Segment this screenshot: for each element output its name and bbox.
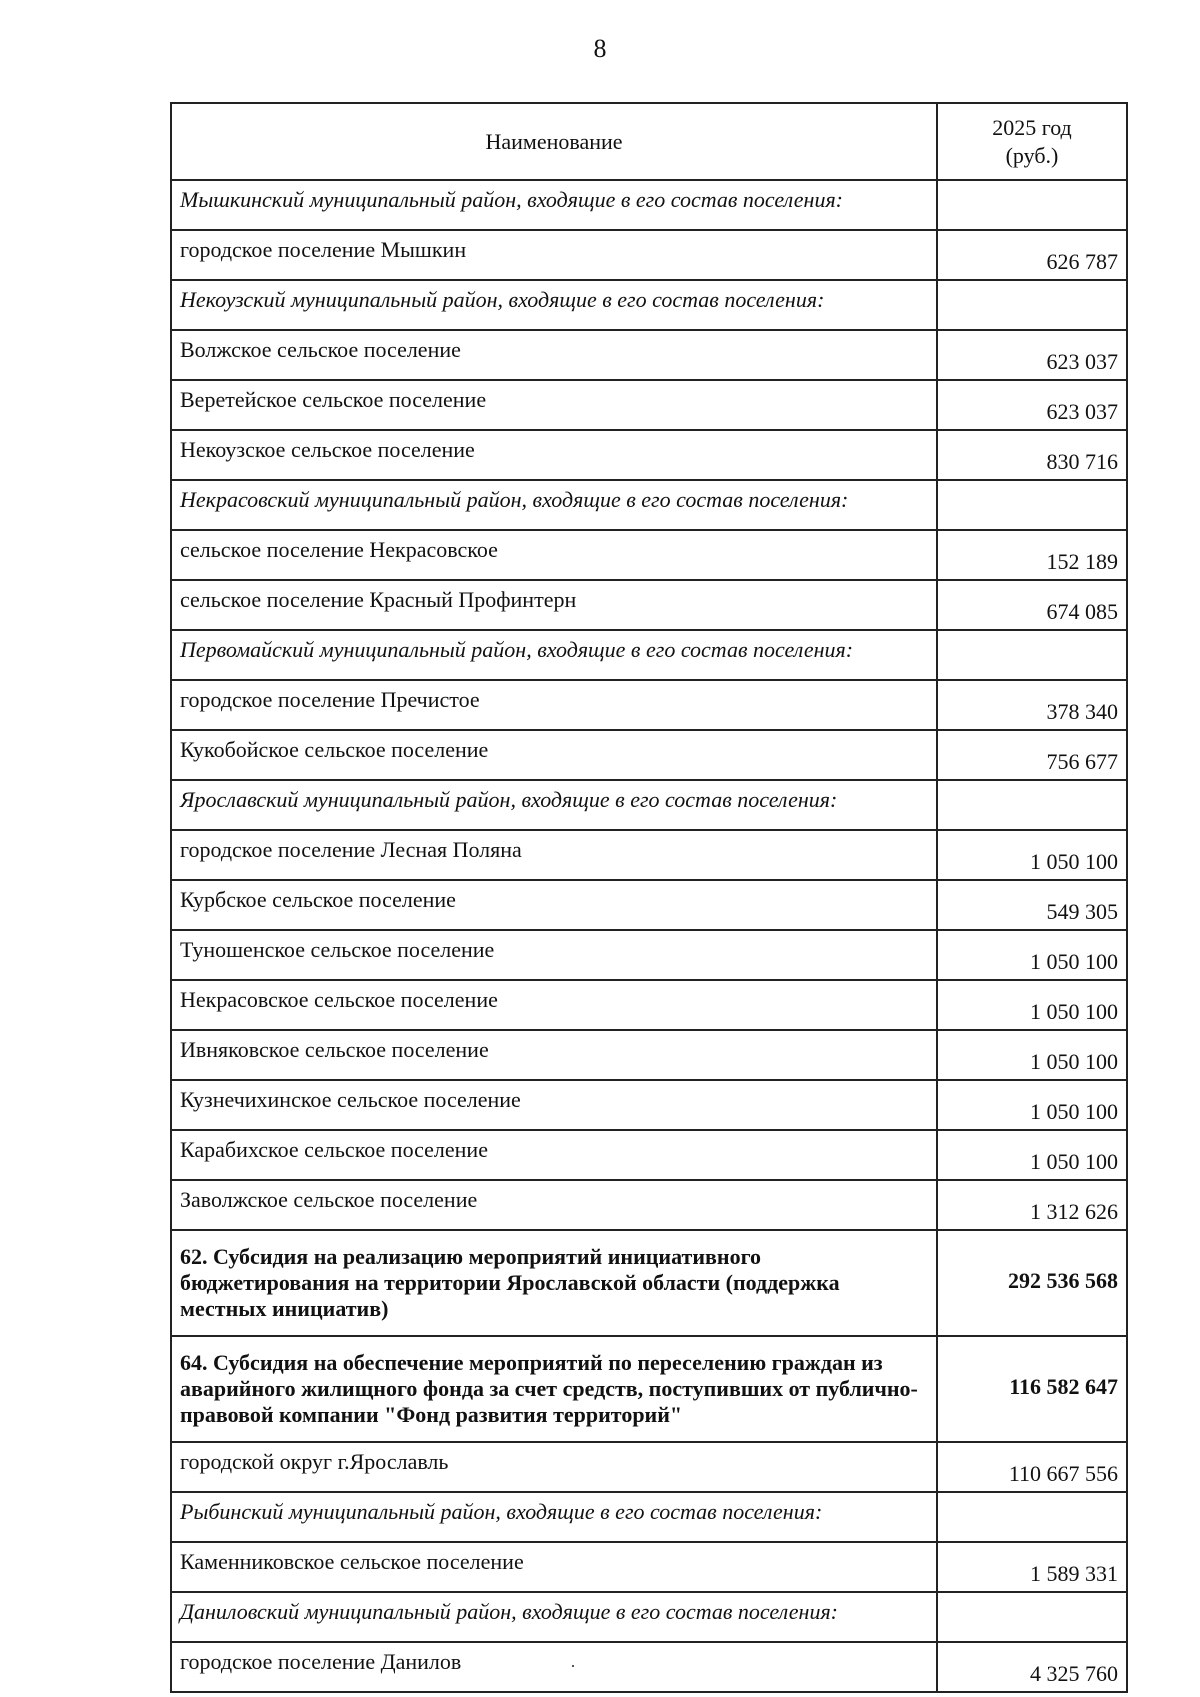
table-row [171, 1180, 1127, 1230]
settlement-name: Ивняковское сельское поселение [171, 1030, 937, 1080]
district-name: Ярославский муниципальный район, входящие в его состав поселения: [171, 780, 937, 830]
settlement-name: Волжское сельское поселение [171, 330, 937, 380]
table-row [171, 880, 1127, 930]
settlement-name: сельское поселение Некрасовское [171, 530, 937, 580]
table-row [171, 1642, 1127, 1692]
table-row [171, 580, 1127, 630]
amount-cell [937, 1492, 1127, 1542]
settlement-name: Каменниковское сельское поселение [171, 1542, 937, 1592]
district-name: Некрасовский муниципальный район, входящие в его состав поселения: [171, 480, 937, 530]
district-name: Рыбинский муниципальный район, входящие в его состав поселения: [171, 1492, 937, 1542]
district-name: Мышкинский муниципальный район, входящие в его состав поселения: [171, 180, 937, 230]
settlement-name: городское поселение Мышкин [171, 230, 937, 280]
subsidy-title: 62. Субсидия на реализацию мероприятий инициативного бюджетирования на территории Ярославской области (поддержка местных инициатив) [171, 1230, 937, 1336]
amount-cell: 623 037 [937, 330, 1127, 380]
table-row [171, 1130, 1127, 1180]
table-row [171, 1080, 1127, 1130]
settlement-name: Туношенское сельское поселение [171, 930, 937, 980]
district-name: Некоузский муниципальный район, входящие в его состав поселения: [171, 280, 937, 330]
settlement-name: Веретейское сельское поселение [171, 380, 937, 430]
subsidy-row [171, 1336, 1127, 1442]
amount-cell: 623 037 [937, 380, 1127, 430]
table-row [171, 1030, 1127, 1080]
amount-cell: 674 085 [937, 580, 1127, 630]
amount-cell [937, 480, 1127, 530]
amount-cell [937, 280, 1127, 330]
subsidy-amount: 116 582 647 [937, 1336, 1127, 1442]
district-name: Первомайский муниципальный район, входящие в его состав поселения: [171, 630, 937, 680]
amount-cell: 1 050 100 [937, 1130, 1127, 1180]
scan-speck [572, 1665, 574, 1667]
settlement-name: Карабихское сельское поселение [171, 1130, 937, 1180]
header-year-line2: (руб.) [1005, 142, 1059, 168]
table-header-row [171, 103, 1127, 180]
amount-cell [937, 630, 1127, 680]
table-row [171, 680, 1127, 730]
header-year [937, 103, 1127, 180]
settlement-name: Некрасовское сельское поселение [171, 980, 937, 1030]
amount-cell: 830 716 [937, 430, 1127, 480]
table-row [171, 330, 1127, 380]
settlement-name: Курбское сельское поселение [171, 880, 937, 930]
amount-cell: 1 050 100 [937, 1080, 1127, 1130]
amount-cell: 1 050 100 [937, 1030, 1127, 1080]
subsidy-row [171, 1230, 1127, 1336]
settlement-name: городское поселение Лесная Поляна [171, 830, 937, 880]
group-row [171, 480, 1127, 530]
budget-table [170, 102, 1128, 1693]
group-row [171, 180, 1127, 230]
amount-cell: 549 305 [937, 880, 1127, 930]
amount-cell: 1 312 626 [937, 1180, 1127, 1230]
settlement-name: городское поселение Данилов [171, 1642, 937, 1692]
table-row [171, 980, 1127, 1030]
settlement-name: Кузнечихинское сельское поселение [171, 1080, 937, 1130]
settlement-name: городской округ г.Ярославль [171, 1442, 937, 1492]
amount-cell: 4 325 760 [937, 1642, 1127, 1692]
table-row [171, 530, 1127, 580]
district-name: Даниловский муниципальный район, входящие в его состав поселения: [171, 1592, 937, 1642]
table-row [171, 730, 1127, 780]
group-row [171, 630, 1127, 680]
table-row [171, 1442, 1127, 1492]
page-number: 8 [593, 34, 607, 63]
group-row [171, 1492, 1127, 1542]
settlement-name: городское поселение Пречистое [171, 680, 937, 730]
amount-cell: 110 667 556 [937, 1442, 1127, 1492]
table-row [171, 380, 1127, 430]
amount-cell: 626 787 [937, 230, 1127, 280]
header-year-line1: 2025 год [992, 114, 1072, 140]
amount-cell [937, 180, 1127, 230]
amount-cell: 1 050 100 [937, 980, 1127, 1030]
settlement-name: Некоузское сельское поселение [171, 430, 937, 480]
amount-cell: 152 189 [937, 530, 1127, 580]
amount-cell: 756 677 [937, 730, 1127, 780]
table-row [171, 930, 1127, 980]
amount-cell: 378 340 [937, 680, 1127, 730]
settlement-name: сельское поселение Красный Профинтерн [171, 580, 937, 630]
subsidy-amount: 292 536 568 [937, 1230, 1127, 1336]
table-row [171, 430, 1127, 480]
subsidy-title: 64. Субсидия на обеспечение мероприятий по переселению граждан из аварийного жилищного фонда за счет средств, поступивших от публично-правовой компании "Фонд развития территорий" [171, 1336, 937, 1442]
group-row [171, 280, 1127, 330]
header-name: Наименование [171, 103, 937, 180]
table-row [171, 1542, 1127, 1592]
settlement-name: Заволжское сельское поселение [171, 1180, 937, 1230]
table-row [171, 830, 1127, 880]
amount-cell: 1 050 100 [937, 930, 1127, 980]
group-row [171, 1592, 1127, 1642]
group-row [171, 780, 1127, 830]
amount-cell: 1 050 100 [937, 830, 1127, 880]
amount-cell [937, 1592, 1127, 1642]
amount-cell: 1 589 331 [937, 1542, 1127, 1592]
settlement-name: Кукобойское сельское поселение [171, 730, 937, 780]
amount-cell [937, 780, 1127, 830]
table-row [171, 230, 1127, 280]
